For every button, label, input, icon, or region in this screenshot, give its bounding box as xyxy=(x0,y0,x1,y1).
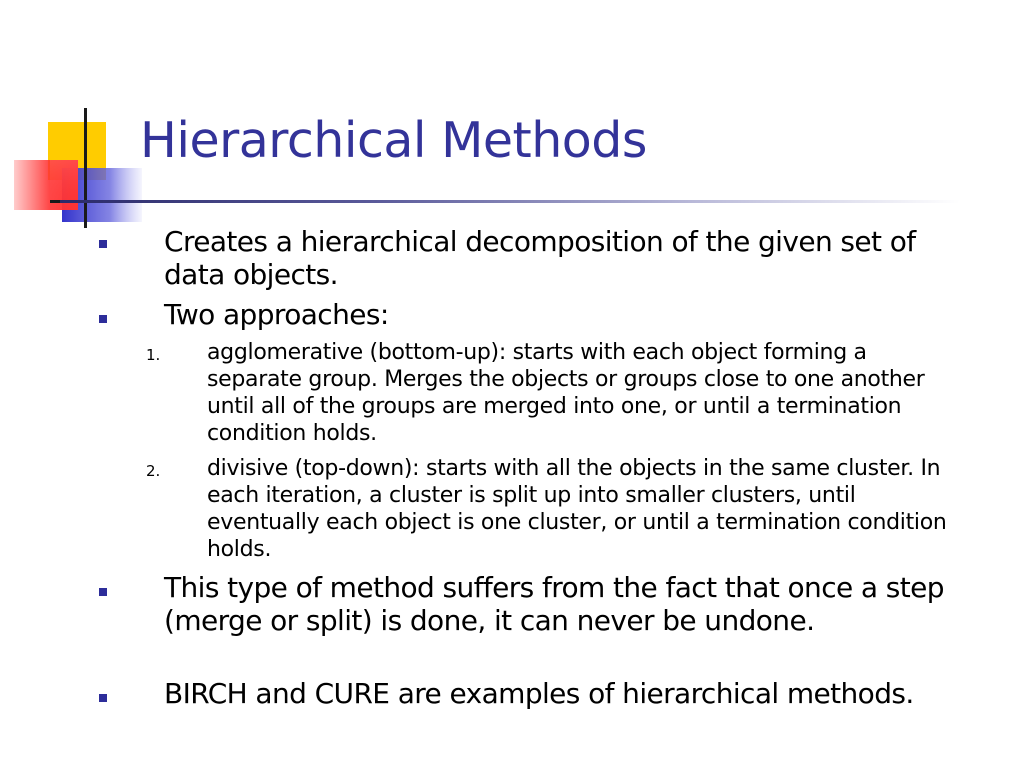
bullet-text: This type of method suffers from the fact that once a step (merge or split) is done, it can never be undone. xyxy=(164,571,944,637)
bullet-square-icon xyxy=(99,694,107,702)
sub-item-number: 1. xyxy=(146,346,161,364)
corner-squares-logo xyxy=(0,100,150,230)
sub-item-number: 2. xyxy=(146,462,161,480)
bullet-square-icon xyxy=(99,588,107,596)
sub-item-text: agglomerative (bottom-up): starts with each object forming a separate group. Merges the objects or groups close to one another until all of the groups are merged into one, or until a termination condition holds. xyxy=(207,340,925,446)
bullet-text: BIRCH and CURE are examples of hierarchical methods. xyxy=(164,677,914,710)
slide-title: Hierarchical Methods xyxy=(140,112,647,169)
bullet-square-icon xyxy=(99,315,107,323)
bullet-square-icon xyxy=(99,240,107,248)
sub-item-text: divisive (top-down): starts with all the objects in the same cluster. In each iteration, a cluster is split up into smaller clusters, until eventually each object is one cluster, or until a termination condition holds. xyxy=(207,456,947,562)
bullet-text: Two approaches: xyxy=(164,298,389,331)
bullet-text: Creates a hierarchical decomposition of the given set of data objects. xyxy=(164,225,916,291)
title-divider xyxy=(60,200,960,203)
